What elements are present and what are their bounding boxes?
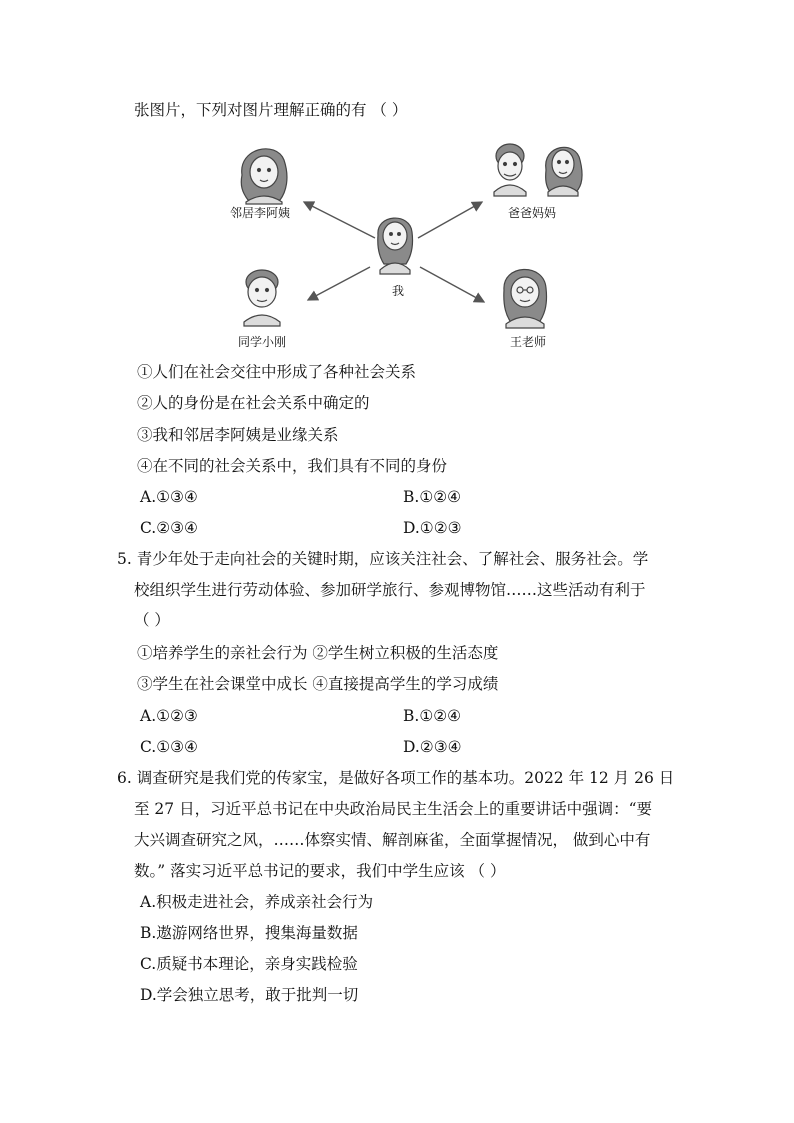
- arrow-to-classmate: [308, 267, 370, 300]
- q4-statement-2: ②人的身份是在社会关系中确定的: [137, 394, 370, 412]
- q4-option-d[interactable]: D.①②③: [403, 519, 462, 537]
- me-icon: [378, 218, 413, 274]
- neighbor-aunt-icon: [241, 149, 287, 204]
- social-relations-figure: [220, 130, 590, 355]
- q4-option-a[interactable]: A.①③④: [140, 488, 198, 506]
- q4-statement-3: ③我和邻居李阿姨是业缘关系: [137, 426, 339, 444]
- q6-stem-line-1: 6. 调查研究是我们党的传家宝，是做好各项工作的基本功。2022 年 12 月 26 日: [117, 769, 675, 787]
- figure-drawing: [220, 130, 590, 355]
- q5-option-c[interactable]: C.①③④: [140, 738, 198, 756]
- q6-stem-line-3: 大兴调查研究之风，……体察实情、解剖麻雀，全面掌握情况， 做到心中有: [134, 831, 651, 849]
- q4-statement-1: ①人们在社会交往中形成了各种社会关系: [137, 363, 417, 381]
- label-classmate: 同学小刚: [238, 335, 287, 349]
- teacher-icon: [504, 269, 547, 328]
- q4-intro: 张图片，下列对图片理解正确的有 （ ）: [134, 101, 408, 119]
- label-neighbor: 邻居李阿姨: [230, 206, 291, 220]
- arrow-to-neighbor: [304, 202, 375, 238]
- label-me: 我: [392, 284, 405, 298]
- q6-stem-line-2: 至 27 日，习近平总书记在中央政治局民主生活会上的重要讲话中强调：“要: [134, 800, 653, 818]
- q6-option-a[interactable]: A.积极走进社会，养成亲社会行为: [140, 893, 374, 911]
- label-parents: 爸爸妈妈: [508, 206, 557, 220]
- q5-stem-line-1: 5. 青少年处于走向社会的关键时期，应该关注社会、了解社会、服务社会。学: [117, 550, 649, 568]
- label-teacher: 王老师: [510, 335, 547, 349]
- classmate-icon: [244, 270, 280, 326]
- parents-icon: [494, 144, 582, 196]
- q6-stem-line-4: 数。” 落实习近平总书记的要求，我们中学生应该 （ ）: [134, 862, 506, 880]
- q5-statement-1: ①培养学生的亲社会行为 ②学生树立积极的生活态度: [137, 644, 499, 662]
- q4-option-b[interactable]: B.①②④: [403, 488, 462, 506]
- q5-option-b[interactable]: B.①②④: [403, 707, 462, 725]
- q4-option-c[interactable]: C.②③④: [140, 519, 198, 537]
- arrow-to-teacher: [420, 267, 484, 302]
- q5-stem-line-2: 校组织学生进行劳动体验、参加研学旅行、参观博物馆……这些活动有利于: [134, 581, 646, 599]
- q5-option-d[interactable]: D.②③④: [403, 738, 462, 756]
- q6-option-c[interactable]: C.质疑书本理论，亲身实践检验: [140, 955, 358, 973]
- q6-option-d[interactable]: D.学会独立思考，敢于批判一切: [140, 986, 359, 1004]
- q5-stem-line-3: （ ）: [134, 611, 170, 629]
- q6-option-b[interactable]: B.遨游网络世界，搜集海量数据: [140, 924, 358, 942]
- q5-option-a[interactable]: A.①②③: [140, 707, 198, 725]
- q4-statement-4: ④在不同的社会关系中，我们具有不同的身份: [137, 457, 448, 475]
- q5-statement-2: ③学生在社会课堂中成长 ④直接提高学生的学习成绩: [137, 675, 499, 693]
- arrow-to-parents: [418, 202, 482, 238]
